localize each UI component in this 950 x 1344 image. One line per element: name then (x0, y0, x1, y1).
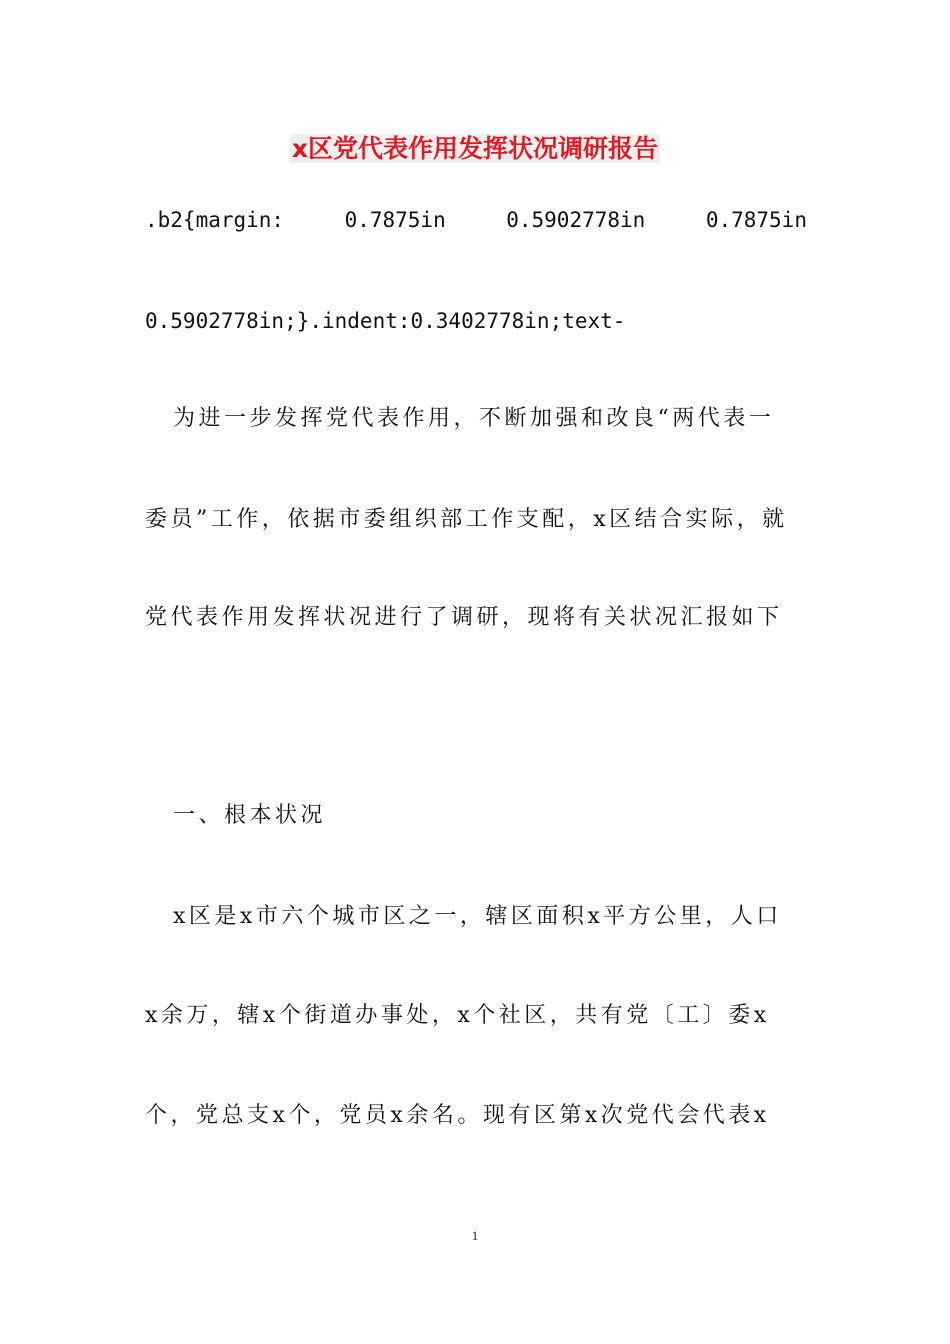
document-title-text: x区党代表作用发挥状况调研报告 (291, 134, 659, 163)
paragraph-2-line-1: x区是x市六个城市区之一，辖区面积x平方公里，人口 (173, 904, 782, 929)
css-code-token: 0.7875in (705, 208, 807, 232)
css-code-token: .b2{margin: (145, 208, 285, 232)
paragraph-1-line-2: 委员”工作，依据市委组织部工作支配，x区结合实际，就 (145, 507, 788, 532)
css-code-line-2: 0.5902778in;}.indent:0.3402778in;text- (145, 309, 626, 333)
css-code-line-1 (145, 205, 807, 235)
css-code-token: 0.7875in (344, 208, 446, 232)
paragraph-1-line-1: 为进一步发挥党代表作用，不断加强和改良“两代表一 (173, 406, 775, 431)
paragraph-2-line-2: x余万，辖x个街道办事处，x个社区，共有党〔工〕委x (145, 1003, 770, 1028)
css-code-token: 0.5902778in (506, 208, 646, 232)
page-number: 1 (471, 1228, 479, 1243)
paragraph-2-line-3: 个，党总支x个，党员x余名。现有区第x次党代会代表x (145, 1103, 770, 1128)
paragraph-1-line-3: 党代表作用发挥状况进行了调研，现将有关状况汇报如下 (145, 605, 783, 630)
section-1-heading: 一、根本状况 (173, 803, 327, 828)
document-title (0, 131, 950, 167)
